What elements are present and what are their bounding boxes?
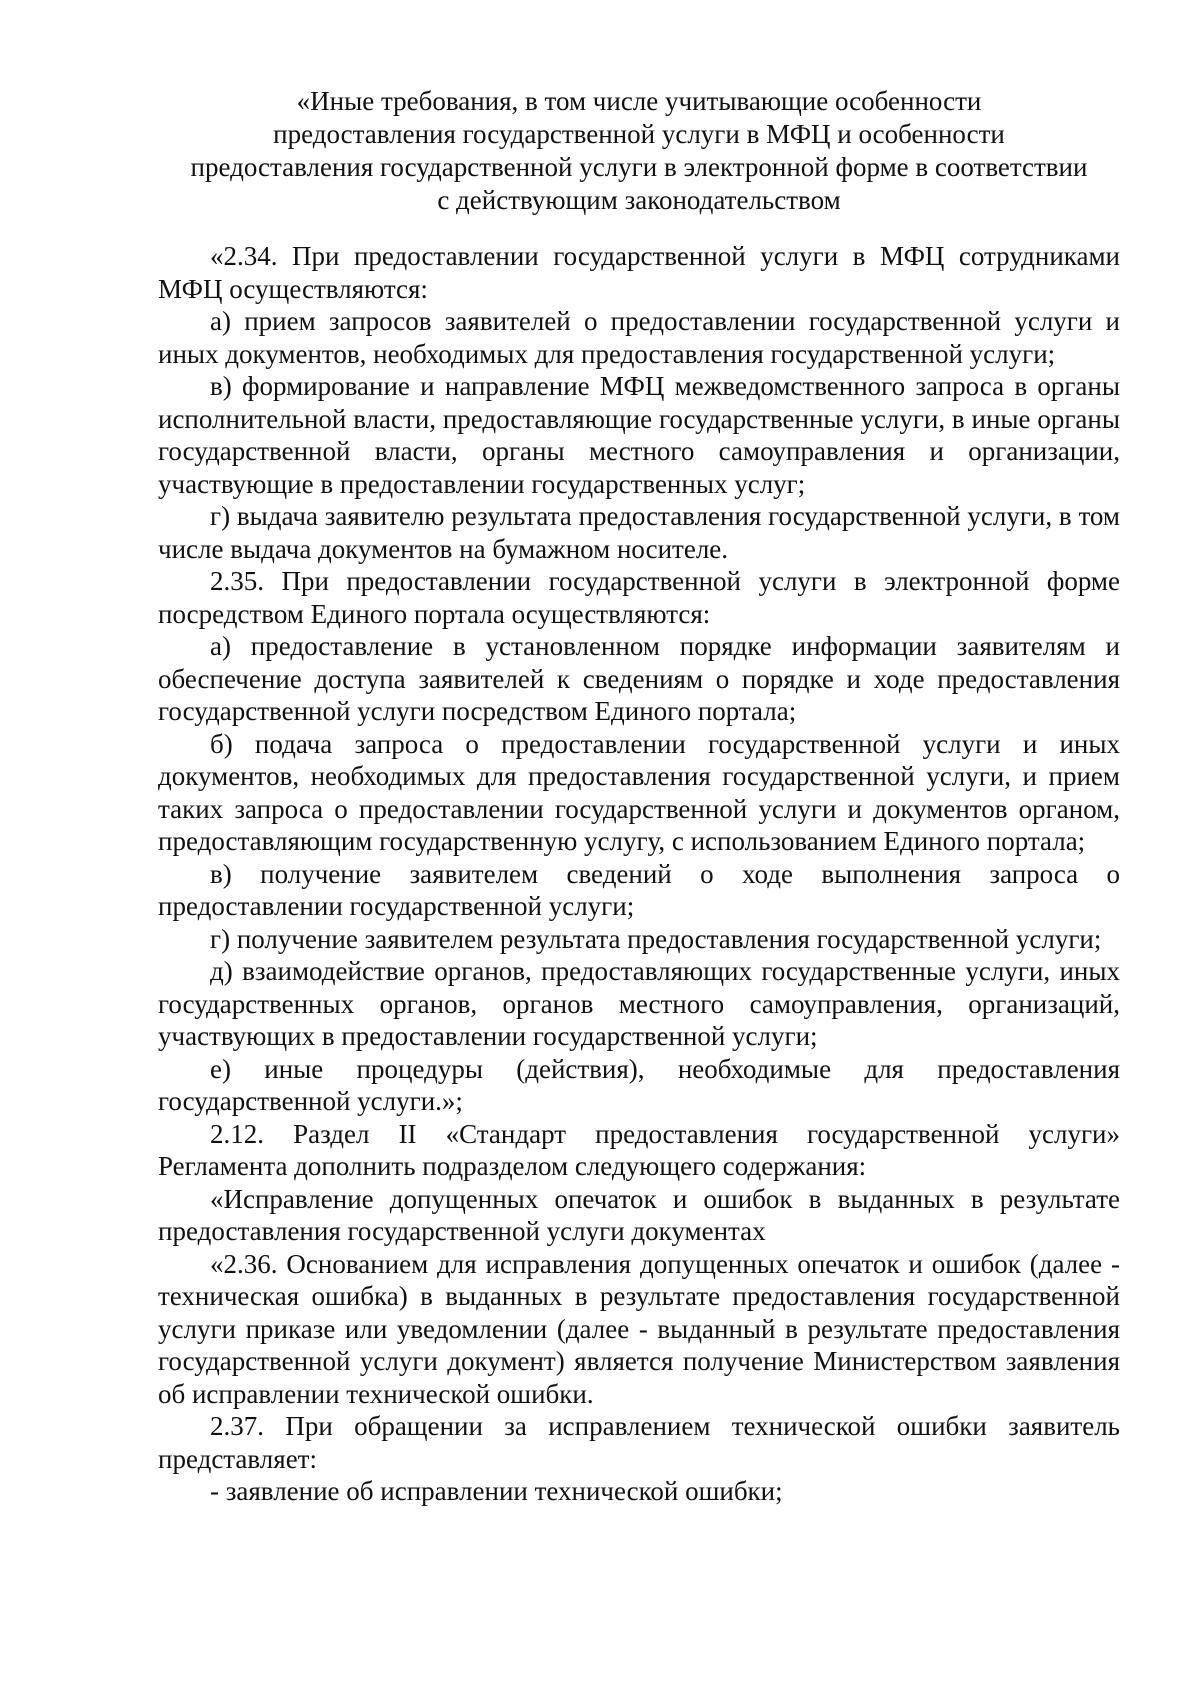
list-item-v: в) формирование и направление МФЦ межведомственного запроса в органы исполнительной власти, предоставляющие государственные услуги, в иные органы государственной власти, органы местного самоуправления и организации, участвующие в предоставлении государственных услуг; [158, 371, 1120, 499]
heading-line: предоставления государственной услуги в МФЦ и особенности [273, 119, 1005, 149]
list-item-e: е) иные процедуры (действия), необходимые для предоставления государственной услуги.»; [158, 1053, 1120, 1116]
list-item-d: д) взаимодействие органов, предоставляющих государственные услуги, иных государственных органов, органов местного самоуправления, организаций, участвующих в предоставлении государственной услуги; [158, 956, 1120, 1051]
paragraph-2-12: 2.12. Раздел II «Стандарт предоставления государственной услуги» Регламента дополнить подразделом следующего содержания: [158, 1118, 1120, 1181]
list-item-v: в) получение заявителем сведений о ходе выполнения запроса о предоставлении государственной услуги; [158, 858, 1120, 921]
paragraph-2-36: «2.36. Основанием для исправления допущенных опечаток и ошибок (далее - техническая ошибка) в выданных в результате предоставления государственной услуги приказе или уведомлении (далее - выданный в результате предоставления государственной услуги документ) является получение Министерством заявления об исправлении технической ошибки. [158, 1248, 1120, 1409]
list-item-dash: - заявление об исправлении технической ошибки; [210, 1476, 783, 1506]
list-item-a: а) предоставление в установленном порядке информации заявителям и обеспечение доступа заявителей к сведениям о порядке и ходе предоставления государственной услуги посредством Единого портала; [158, 631, 1120, 726]
subsection-heading: «Исправление допущенных опечаток и ошибок в выданных в результате предоставления государственной услуги документах [158, 1183, 1120, 1246]
list-item-b: б) подача запроса о предоставлении государственной услуги и иных документов, необходимых для предоставления государственной услуги, и прием таких запроса о предоставлении государственной услуги и документов органом, предоставляющим государственную услугу, с использованием Единого портала; [158, 728, 1120, 856]
heading-line: «Иные требования, в том числе учитывающие особенности [296, 86, 982, 116]
paragraph-2-37: 2.37. При обращении за исправлением технической ошибки заявитель представляет: [158, 1411, 1120, 1474]
paragraph-2-35: 2.35. При предоставлении государственной услуги в электронной форме посредством Единого портала осуществляются: [158, 566, 1120, 629]
list-item-a: а) прием запросов заявителей о предоставлении государственной услуги и иных документов, необходимых для предоставления государственной услуги; [158, 306, 1120, 369]
heading-line: предоставления государственной услуги в электронной форме в соответствии [190, 152, 1088, 182]
list-item-g: г) получение заявителем результата предоставления государственной услуги; [210, 923, 1102, 954]
section-heading [158, 85, 1120, 217]
heading-line: с действующим законодательством [437, 185, 841, 215]
list-item-g: г) выдача заявителю результата предоставления государственной услуги, в том числе выдача документов на бумажном носителе. [158, 501, 1120, 564]
body-text [158, 240, 1120, 1508]
paragraph-2-34: «2.34. При предоставлении государственной услуги в МФЦ сотрудниками МФЦ осуществляются: [158, 241, 1120, 304]
